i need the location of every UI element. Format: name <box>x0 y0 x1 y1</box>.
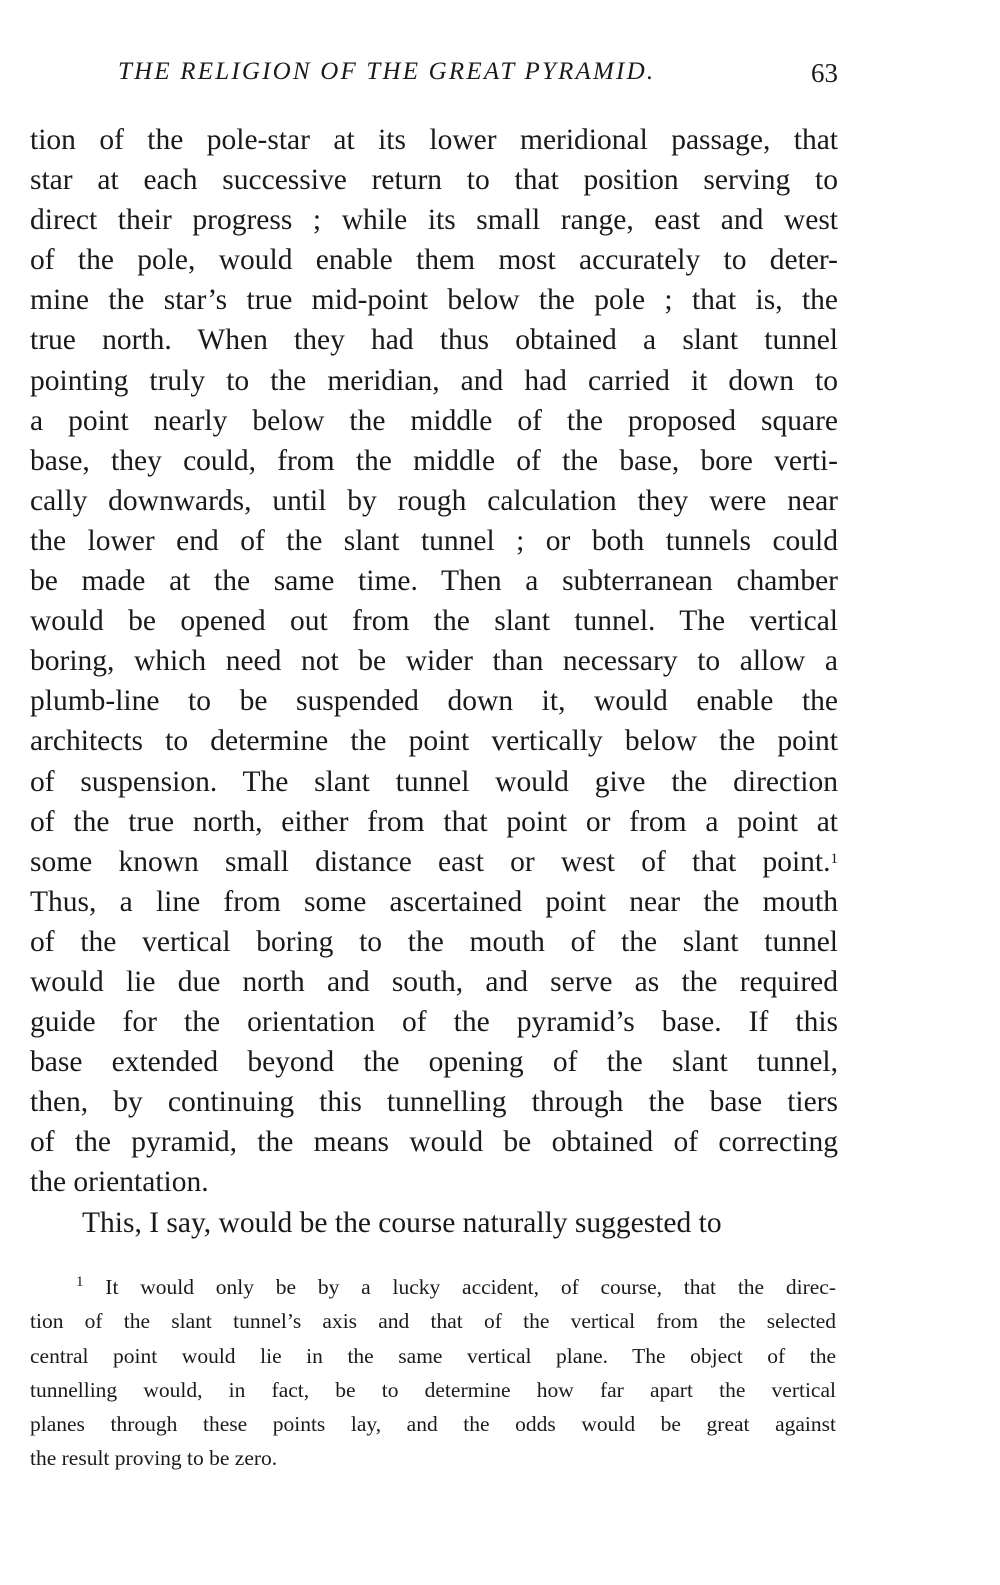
paragraph-start-line: This, I say, would be the course naturally suggested to <box>82 1206 722 1239</box>
text-line: plumb-line to be suspended down it, would enable the <box>30 685 838 718</box>
text-line: Thus, a line from some ascertained point near the mouth <box>30 885 838 918</box>
text-line: star at each successive return to that position serving to <box>30 164 838 197</box>
text-line: guide for the orientation of the pyramid’s base. If this <box>30 1006 838 1039</box>
text-line: of the pole, would enable them most accurately to deter- <box>30 244 838 277</box>
text-line: cally downwards, until by rough calculation they were near <box>30 484 838 517</box>
footnote-line: tunnelling would, in fact, be to determine how far apart the vertical <box>30 1377 836 1402</box>
page-number: 63 <box>811 58 838 88</box>
text-line: of the vertical boring to the mouth of the slant tunnel <box>30 925 838 958</box>
text-line: would be opened out from the slant tunnel. The vertical <box>30 605 838 638</box>
text-line: of the true north, either from that point or from a point at <box>30 805 838 838</box>
main-text <box>30 120 838 1243</box>
text-line: then, by continuing this tunnelling through the base tiers <box>30 1086 838 1119</box>
footnote-line: tion of the slant tunnel’s axis and that of the vertical from the selected <box>30 1309 836 1334</box>
text-line: boring, which need not be wider than necessary to allow a <box>30 645 838 678</box>
text-line: of the pyramid, the means would be obtained of correcting <box>30 1126 838 1159</box>
text-line: of suspension. The slant tunnel would give the direction <box>30 765 838 798</box>
text-line: base extended beyond the opening of the slant tunnel, <box>30 1046 838 1079</box>
text-line: direct their progress ; while its small range, east and west <box>30 204 838 237</box>
running-head <box>118 52 838 92</box>
text-line: would lie due north and south, and serve as the required <box>30 965 838 998</box>
footnote <box>30 1270 836 1476</box>
text-line: true north. When they had thus obtained a slant tunnel <box>30 324 838 357</box>
running-title: THE RELIGION OF THE GREAT PYRAMID. <box>118 58 656 85</box>
footnote-first-line <box>30 1270 836 1304</box>
text-line: the lower end of the slant tunnel ; or both tunnels could <box>30 524 838 557</box>
footnote-marker: 1 <box>76 1274 84 1290</box>
text-line: a point nearly below the middle of the proposed square <box>30 404 838 437</box>
footnote-line: central point would lie in the same vertical plane. The object of the <box>30 1343 836 1368</box>
paragraph-end-line: the orientation. <box>30 1166 209 1199</box>
text-line: base, they could, from the middle of the base, bore verti- <box>30 444 838 477</box>
footnote-line: the result proving to be zero. <box>30 1446 278 1471</box>
footnote-reference: 1 <box>830 850 838 867</box>
text-line: architects to determine the point vertically below the point <box>30 725 838 758</box>
text-line: mine the star’s true mid-point below the pole ; that is, the <box>30 284 838 317</box>
text-line: tion of the pole-star at its lower meridional passage, that <box>30 124 838 156</box>
text-line: some known small distance east or west of that point. <box>30 845 831 878</box>
footnote-line: It would only be by a lucky accident, of course, that the direc- <box>105 1275 837 1299</box>
text-line: be made at the same time. Then a subterranean chamber <box>30 565 838 598</box>
text-line-with-footnote-ref <box>30 842 838 882</box>
text-line: pointing truly to the meridian, and had carried it down to <box>30 364 838 397</box>
footnote-line: planes through these points lay, and the odds would be great against <box>30 1412 836 1437</box>
